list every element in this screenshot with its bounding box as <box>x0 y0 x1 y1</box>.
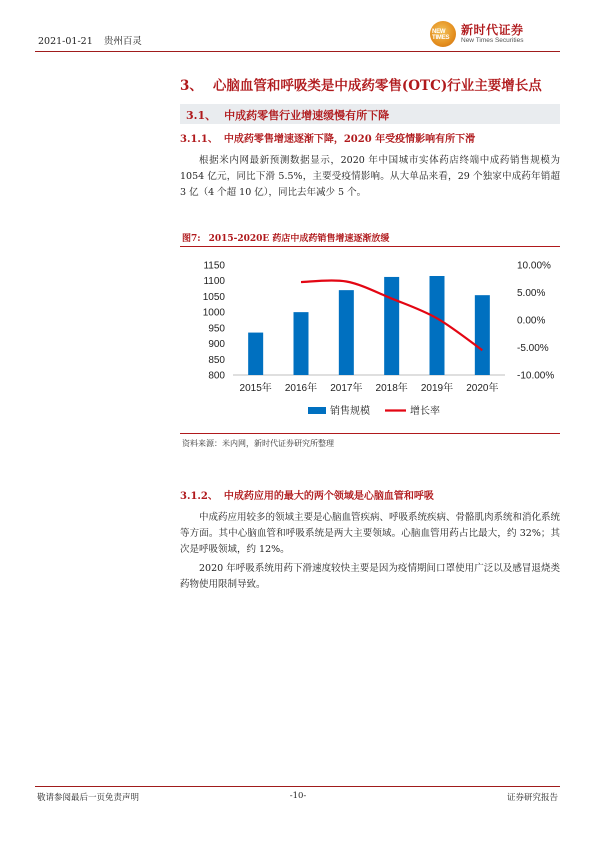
figure-header <box>180 229 560 247</box>
y-right-tick-label: 0.00% <box>517 315 546 327</box>
section-heading <box>180 74 542 94</box>
bar-sales <box>248 333 263 375</box>
logo-chinese-name: 新时代证券 <box>461 23 524 37</box>
page-header <box>35 18 560 52</box>
y-left-tick-label: 1050 <box>202 291 225 303</box>
y-right-tick-label: -10.00% <box>517 370 555 382</box>
brand-logo <box>430 20 560 50</box>
y-left-tick-label: 850 <box>208 354 225 366</box>
subsubsection-heading-1 <box>180 130 475 145</box>
page-number: -10- <box>289 791 307 801</box>
legend-swatch-sales <box>308 407 326 414</box>
figure-footer-rule <box>180 433 560 434</box>
bar-sales <box>339 290 354 375</box>
header-info <box>38 33 150 47</box>
y-left-tick-label: 1100 <box>203 276 225 288</box>
footer-report-type: 证券研究报告 <box>506 793 558 803</box>
y-left-tick-label: 1150 <box>203 260 225 272</box>
x-tick-label: 2018年 <box>375 383 408 394</box>
figure-label: 图7: <box>182 234 201 244</box>
paragraph-3: 2020 年呼吸系统用药下滑速度较快主要是因为疫情期间口罩使用广泛以及感冒退烧类药物使用限制导致。 <box>180 563 560 590</box>
figure-caption: 2015-2020E 药店中成药销售增速逐渐放缓 <box>208 234 390 244</box>
section-title: 心脑血管和呼吸类是中成药零售(OTC)行业主要增长点 <box>212 78 542 94</box>
y-right-tick-label: -5.00% <box>517 343 549 354</box>
subsubsection-number-1: 3.1.1、 <box>180 134 218 145</box>
bar-sales <box>430 276 445 375</box>
y-left-tick-label: 800 <box>208 370 225 382</box>
x-tick-label: 2017年 <box>330 383 363 394</box>
legend-label-sales: 销售规模 <box>330 406 370 417</box>
subsubsection-title-2: 中成药应用的最大的两个领域是心脑血管和呼吸 <box>223 491 434 502</box>
report-date: 2021-01-21 <box>38 36 93 47</box>
logo-emblem-icon: NEW TIMES <box>430 21 456 47</box>
subsection-number: 3.1、 <box>186 109 217 122</box>
paragraph-1: 根据米内网最新预测数据显示，2020 年中国城市实体药店终端中成药销售规模为 1054 亿元，同比下滑 5.5%，主要受疫情影响。从大单品来看，29 个独家中成药年销超 3 亿（4 个超 10 亿），同比去年减少 5 个。 <box>180 155 560 198</box>
subsubsection-number-2: 3.1.2、 <box>180 491 218 502</box>
y-right-tick-label: 5.00% <box>517 288 546 299</box>
sales-growth-chart <box>180 250 560 430</box>
x-tick-label: 2020年 <box>466 383 499 394</box>
figure-source: 资料来源：米内网，新时代证券研究所整理 <box>182 439 334 448</box>
x-tick-label: 2016年 <box>284 383 318 394</box>
subsubsection-heading-2 <box>180 487 434 502</box>
figure-title <box>182 231 389 244</box>
company-name: 贵州百灵 <box>103 36 142 47</box>
y-left-tick-label: 1000 <box>202 307 225 319</box>
subsubsection-title-1: 中成药零售增速逐渐下降，2020 年受疫情影响有所下滑 <box>223 134 476 145</box>
paragraph-2: 中成药应用较多的领域主要是心脑血管疾病、呼吸系统疾病、骨骼肌肉系统和消化系统等方面。其中心脑血管和呼吸系统是两大主要领域。心脑血管用药占比最大，约 32%；其次是呼吸领域，约 12%。 <box>180 512 561 555</box>
footer-rule <box>35 786 560 787</box>
bar-sales <box>475 295 490 375</box>
y-right-tick-label: 10.00% <box>517 260 551 272</box>
footer-disclaimer: 敬请参阅最后一页免责声明 <box>37 793 140 803</box>
x-tick-label: 2015年 <box>239 383 272 394</box>
section-number: 3、 <box>180 78 203 94</box>
bar-sales <box>384 277 399 375</box>
subsection-title: 中成药零售行业增速缓慢有所下降 <box>224 109 390 122</box>
legend-label-growth: 增长率 <box>410 406 440 417</box>
y-left-tick-label: 900 <box>208 339 225 351</box>
subsection-heading <box>186 107 389 123</box>
x-tick-label: 2019年 <box>420 383 454 394</box>
y-left-tick-label: 950 <box>208 323 225 335</box>
bar-sales <box>294 312 309 375</box>
logo-english-name: New Times Securities <box>461 37 524 44</box>
